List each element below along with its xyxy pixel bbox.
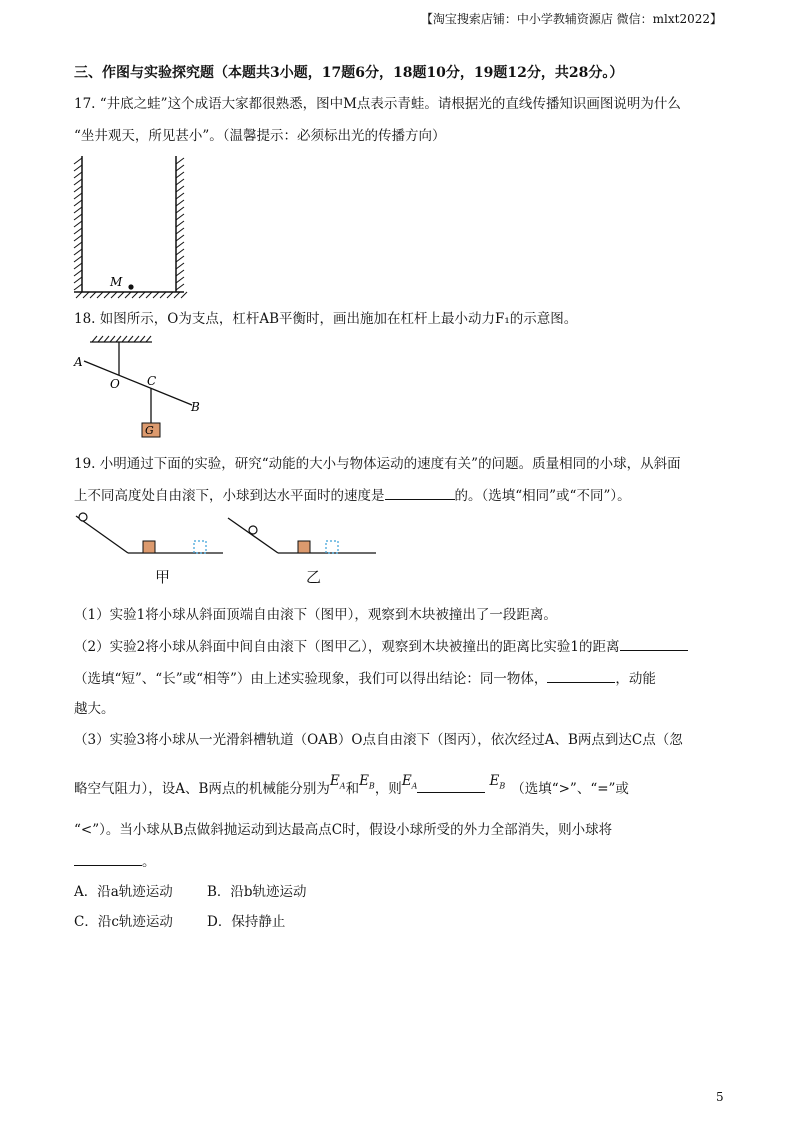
fig-label-yi: 乙 bbox=[306, 568, 322, 586]
block-1 bbox=[143, 541, 155, 553]
option-a[interactable]: A．沿a轨迹运动 bbox=[74, 884, 173, 900]
q19-part2-line1: （2）实验2将小球从斜面中间自由滚下（图甲乙），观察到木块被撞出的距离比实验1的距离 bbox=[74, 637, 688, 656]
page-header: 【淘宝搜索店铺：中小学教辅资源店 微信：mlxt2022】 bbox=[420, 12, 722, 26]
ball-2 bbox=[249, 526, 257, 534]
q18-text: 18. 如图所示，O为支点，杠杆AB平衡时，画出施加在杠杆上最小动力F₁的示意图。 bbox=[74, 311, 578, 327]
q19-part3-line1: （3）实验3将小球从一光滑斜槽轨道（OAB）O点自由滚下（图丙），依次经过A、B两点到达C点（忽 bbox=[74, 732, 683, 748]
frog-point-label: M bbox=[110, 275, 123, 289]
blank-3[interactable] bbox=[547, 669, 615, 683]
blank-1[interactable] bbox=[385, 486, 455, 500]
ceiling-hatching bbox=[92, 336, 151, 342]
option-d[interactable]: D．保持静止 bbox=[207, 914, 286, 930]
fig-label-jia: 甲 bbox=[155, 568, 171, 586]
frog-point-m bbox=[128, 284, 133, 289]
lever-ab bbox=[84, 361, 192, 405]
ramp-figure-jia bbox=[76, 513, 223, 553]
q19-part3-line2: 略空气阻力），设A、B两点的机械能分别为$E_A$和$E_B$，则$E_A$ $E_B$ （选填“>”、“=”或 bbox=[74, 773, 629, 797]
label-o: O bbox=[110, 377, 120, 391]
block-1-dashed bbox=[194, 541, 206, 553]
page-number: 5 bbox=[716, 1090, 724, 1104]
lever-figure bbox=[70, 335, 220, 445]
label-b: B bbox=[191, 400, 200, 414]
q17-text-line2: “坐井观天，所见甚小”。（温馨提示：必须标出光的传播方向） bbox=[74, 128, 446, 144]
q19-part1: （1）实验1将小球从斜面顶端自由滚下（图甲），观察到木块被撞出了一段距离。 bbox=[74, 607, 557, 623]
ramp-figure-yi bbox=[228, 518, 376, 553]
option-c[interactable]: C．沿c轨迹运动 bbox=[74, 914, 173, 930]
blank-4[interactable] bbox=[417, 779, 485, 793]
blank-5[interactable] bbox=[74, 852, 142, 866]
blank-2[interactable] bbox=[620, 637, 688, 651]
bottom-hatching bbox=[76, 292, 187, 298]
block-2-dashed bbox=[326, 541, 338, 553]
label-g: G bbox=[145, 424, 154, 437]
ball-1 bbox=[79, 513, 87, 521]
q19-part3-line4: 。 bbox=[74, 852, 156, 871]
q19-part2-line3: 越大。 bbox=[74, 701, 115, 717]
q17-text-line1: 17. “井底之蛙”这个成语大家都很熟悉，图中M点表示青蛙。请根据光的直线传播知识画图说明为什么 bbox=[74, 96, 681, 112]
block-2 bbox=[298, 541, 310, 553]
section-title: 三、作图与实验探究题（本题共3小题，17题6分，18题10分，19题12分，共28分。） bbox=[74, 65, 624, 81]
ramp-figures bbox=[68, 505, 388, 595]
left-wall-hatching bbox=[74, 158, 82, 290]
right-wall-hatching bbox=[176, 158, 184, 290]
q19-part3-line3: “<”）。当小球从B点做斜抛运动到达最高点C时，假设小球所受的外力全部消失，则小球将 bbox=[74, 822, 613, 838]
label-a: A bbox=[74, 355, 83, 369]
option-b[interactable]: B．沿b轨迹运动 bbox=[207, 884, 307, 900]
q19-text-line1: 19. 小明通过下面的实验，研究“动能的大小与物体运动的速度有关”的问题。质量相同的小球，从斜面 bbox=[74, 456, 681, 472]
q19-part2-line2: （选填“短”、“长”或“相等”）由上述实验现象，我们可以得出结论：同一物体， ，动能 bbox=[74, 671, 656, 687]
q19-text-line2: 上不同高度处自由滚下，小球到达水平面时的速度是 的。（选填“相同”或“不同”）。 bbox=[74, 488, 631, 504]
label-c: C bbox=[147, 374, 157, 388]
well-figure bbox=[70, 150, 190, 300]
